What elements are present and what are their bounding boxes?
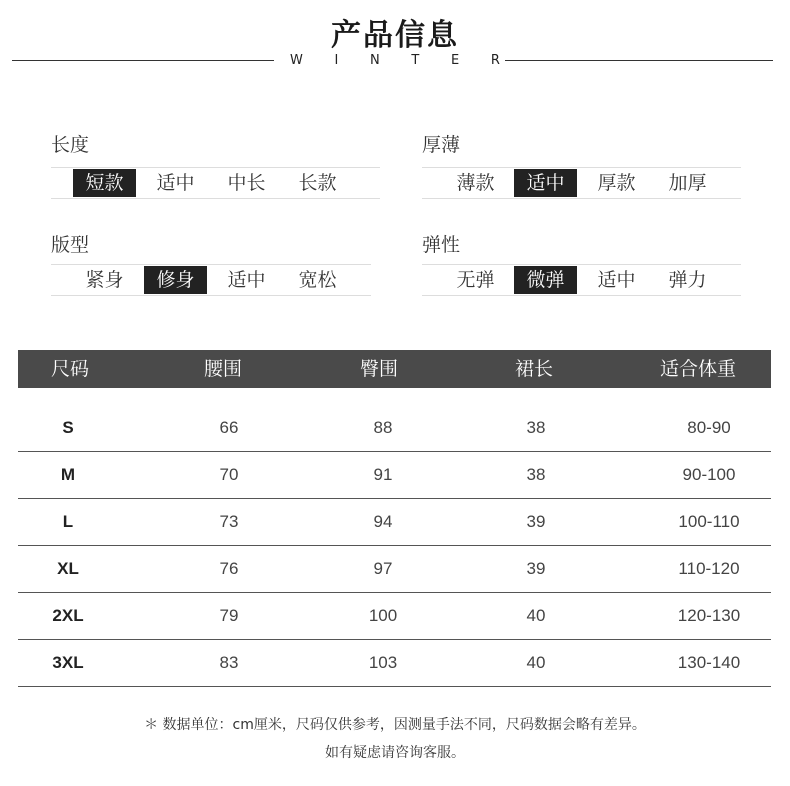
fit-option-tight[interactable]: 紧身 — [85, 269, 124, 291]
thickness-option-extra-thick[interactable]: 加厚 — [668, 172, 707, 194]
length-label: 长度 — [51, 134, 90, 156]
waist-cell: 76 — [219, 559, 239, 578]
elasticity-option-slight[interactable]: 微弹 — [514, 266, 577, 294]
subtitle-letter: E — [451, 53, 460, 68]
weight-cell: 80-90 — [687, 418, 731, 437]
subtitle-winter — [290, 53, 500, 68]
weight-cell: 130-140 — [677, 653, 741, 672]
column-header-hip: 臀围 — [360, 358, 399, 380]
skirt-length-cell: 38 — [526, 418, 546, 437]
skirt-length-cell: 40 — [526, 606, 546, 625]
thickness-label: 厚薄 — [422, 134, 461, 156]
hip-cell: 91 — [373, 465, 393, 484]
length-option-medium[interactable]: 适中 — [156, 172, 195, 194]
elasticity-label: 弹性 — [422, 234, 461, 256]
skirt-length-cell: 39 — [526, 559, 546, 578]
subtitle-letter: W — [290, 53, 303, 68]
contact-service-note: 如有疑虑请咨询客服。 — [325, 745, 465, 761]
hip-cell: 88 — [373, 418, 393, 437]
title-divider-right — [505, 60, 773, 61]
hip-cell: 94 — [373, 512, 393, 531]
hip-cell: 103 — [368, 653, 398, 672]
size-cell: XL — [57, 559, 79, 578]
subtitle-letter: N — [370, 53, 380, 68]
skirt-length-cell: 39 — [526, 512, 546, 531]
length-option-short[interactable]: 短款 — [73, 169, 136, 197]
table-row — [18, 499, 771, 546]
hip-cell: 100 — [368, 606, 398, 625]
elasticity-option-stretch[interactable]: 弹力 — [668, 269, 707, 291]
column-header-weight: 适合体重 — [660, 358, 737, 380]
fit-option-regular[interactable]: 适中 — [227, 269, 266, 291]
hip-cell: 97 — [373, 559, 393, 578]
table-row — [18, 546, 771, 593]
size-cell: 3XL — [52, 653, 84, 672]
thickness-option-thin[interactable]: 薄款 — [456, 172, 495, 194]
column-header-size: 尺码 — [51, 358, 90, 380]
weight-cell: 110-120 — [678, 559, 740, 578]
title-divider-left — [12, 60, 274, 61]
size-table-header — [18, 350, 771, 388]
elasticity-options — [422, 264, 741, 296]
page-title: 产品信息 — [331, 18, 459, 53]
column-header-waist: 腰围 — [204, 358, 243, 380]
subtitle-letter: R — [490, 53, 500, 68]
size-cell: 2XL — [52, 606, 84, 625]
subtitle-letter: I — [334, 53, 339, 68]
weight-cell: 90-100 — [682, 465, 736, 484]
length-option-mid-long[interactable]: 中长 — [227, 172, 266, 194]
size-cell: S — [62, 418, 74, 437]
skirt-length-cell: 38 — [526, 465, 546, 484]
elasticity-option-none[interactable]: 无弹 — [456, 269, 495, 291]
skirt-length-cell: 40 — [526, 653, 546, 672]
waist-cell: 66 — [219, 418, 239, 437]
length-options — [51, 167, 380, 199]
waist-cell: 70 — [219, 465, 239, 484]
size-cell: L — [62, 512, 74, 531]
thickness-options — [422, 167, 741, 199]
waist-cell: 83 — [219, 653, 239, 672]
waist-cell: 79 — [219, 606, 239, 625]
table-row — [18, 452, 771, 499]
table-row — [18, 405, 771, 452]
length-option-long[interactable]: 长款 — [298, 172, 337, 194]
measurement-disclaimer: ＊ 数据单位：cm厘米，尺码仅供参考，因测量手法不同，尺码数据会略有差异。 — [144, 717, 646, 733]
fit-label: 版型 — [51, 234, 90, 256]
fit-options — [51, 264, 371, 296]
waist-cell: 73 — [219, 512, 239, 531]
fit-option-loose[interactable]: 宽松 — [298, 269, 337, 291]
thickness-option-thick[interactable]: 厚款 — [597, 172, 636, 194]
subtitle-letter: T — [411, 53, 420, 68]
elasticity-option-medium[interactable]: 适中 — [597, 269, 636, 291]
table-row — [18, 593, 771, 640]
table-row — [18, 640, 771, 687]
size-cell: M — [60, 465, 76, 484]
thickness-option-medium[interactable]: 适中 — [514, 169, 577, 197]
fit-option-slim[interactable]: 修身 — [144, 266, 207, 294]
weight-cell: 120-130 — [677, 606, 741, 625]
column-header-skirt-length: 裙长 — [515, 358, 554, 380]
weight-cell: 100-110 — [678, 512, 740, 531]
